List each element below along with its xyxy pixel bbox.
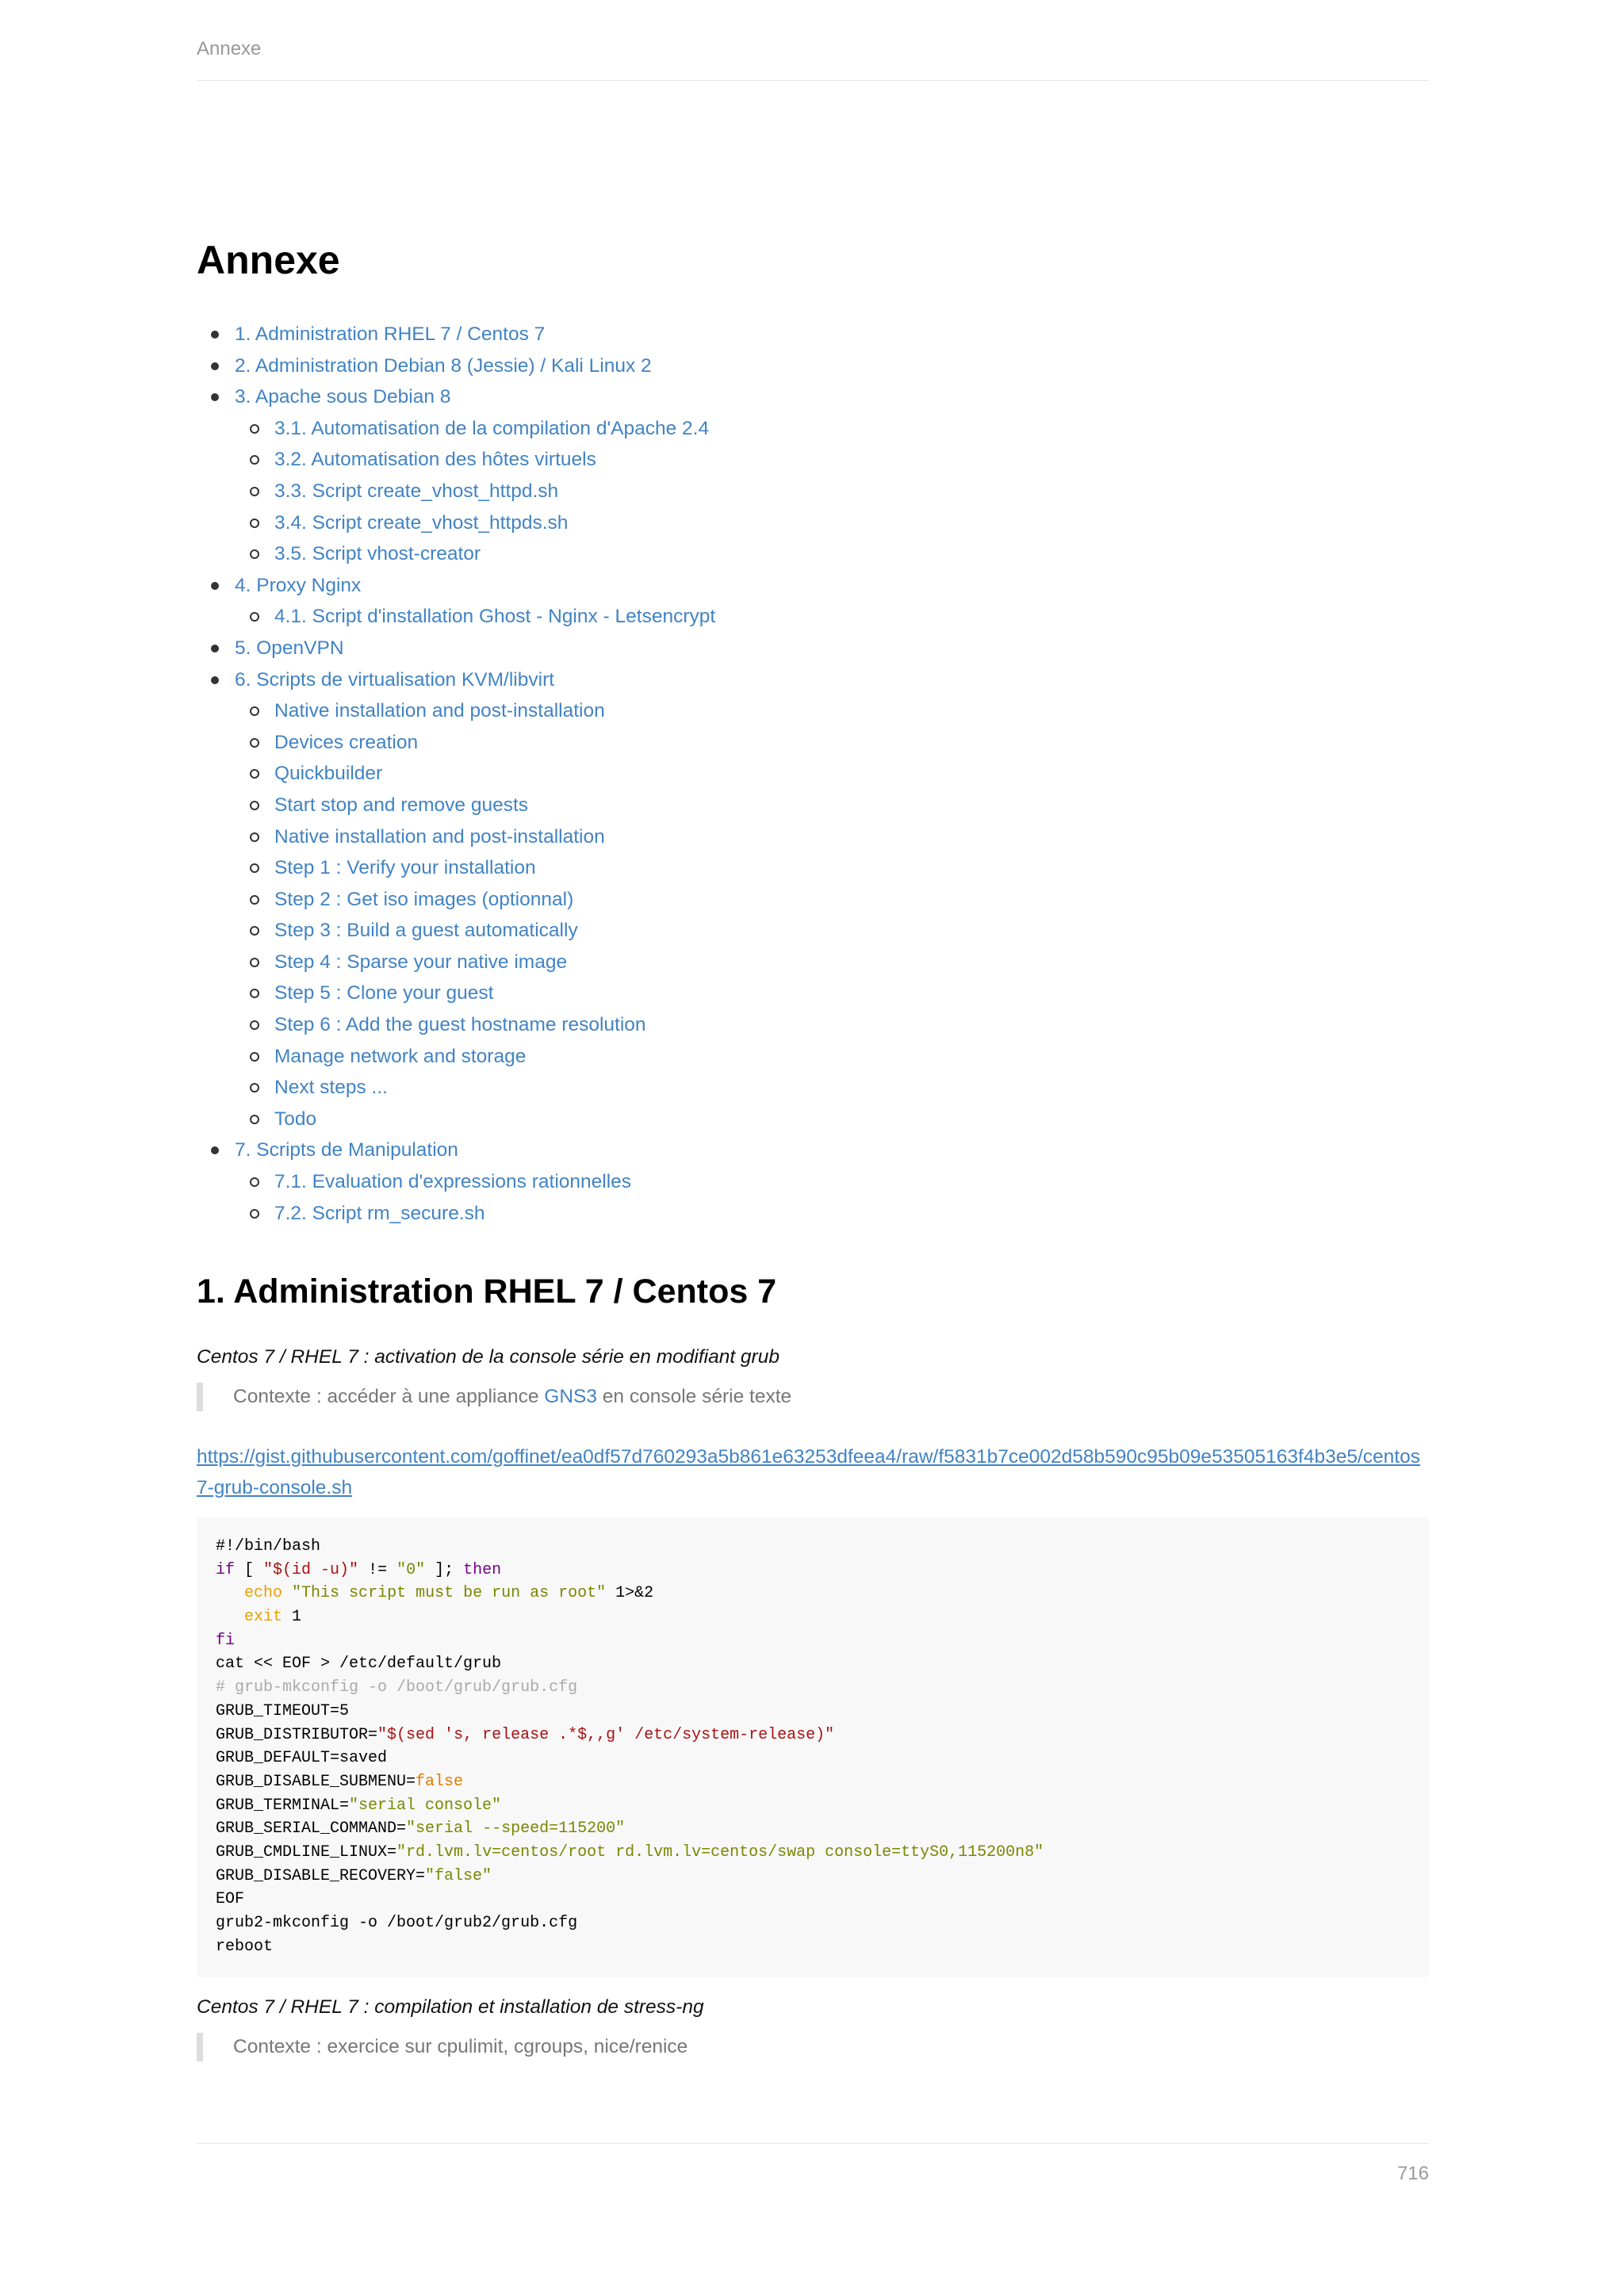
code-token: "rd.lvm.lv=centos/root rd.lvm.lv=centos/swap console=ttyS0,115200n8" [396, 1843, 1044, 1862]
code-token: then [463, 1560, 502, 1579]
code-line [216, 1770, 1410, 1794]
page-number: 716 [1396, 2163, 1429, 2184]
code-line [216, 1794, 1410, 1818]
toc-item [197, 947, 715, 978]
toc-item [197, 1104, 715, 1135]
toc-link[interactable]: 2. Administration Debian 8 (Jessie) / Kali Linux 2 [235, 354, 652, 377]
code-token: # grub-mkconfig -o /boot/grub/grub.cfg [216, 1678, 578, 1697]
code-token: false [416, 1772, 464, 1791]
toc-link[interactable]: Step 3 : Build a guest automatically [274, 920, 578, 942]
toc-link[interactable]: Start stop and remove guests [274, 794, 529, 816]
code-token: GRUB_DISABLE_RECOVERY= [216, 1866, 426, 1885]
code-line [216, 1865, 1410, 1888]
toc-item [197, 633, 715, 664]
toc-link[interactable]: Quickbuilder [274, 763, 383, 785]
code-token: GRUB_TIMEOUT=5 [216, 1701, 350, 1720]
toc-link[interactable]: 3.4. Script create_vhost_httpds.sh [274, 511, 569, 534]
toc-item [197, 538, 715, 570]
code-token [216, 1584, 244, 1602]
toc-item [197, 350, 715, 382]
code-token: reboot [216, 1937, 274, 1956]
code-token: fi [216, 1631, 236, 1650]
code-token: "0" [396, 1560, 426, 1579]
toc-link[interactable]: Step 6 : Add the guest hostname resolution [274, 1014, 646, 1036]
section-heading: 1. Administration RHEL 7 / Centos 7 [197, 1272, 777, 1311]
code-token: if [216, 1560, 236, 1579]
toc-link[interactable]: 3.5. Script vhost-creator [274, 543, 481, 565]
toc-item [197, 790, 715, 821]
footer-divider [197, 2143, 1429, 2144]
running-header: Annexe [197, 38, 262, 59]
toc-item [197, 664, 715, 696]
context-text: Contexte : exercice sur cpulimit, cgroups, nice/renice [233, 2036, 688, 2057]
code-line [216, 1629, 1410, 1653]
code-token: GRUB_DISTRIBUTOR= [216, 1725, 378, 1744]
toc-item [197, 381, 715, 413]
gist-url-link[interactable]: https://gist.githubusercontent.com/goffinet/ea0df57d760293a5b861e63253dfeea4/raw/f5831b7ce002d58b590c95b09e53505163f4b3e5/centos7-grub-console.sh [197, 1446, 1420, 1498]
toc-link[interactable]: 3. Apache sous Debian 8 [235, 386, 451, 408]
toc-link[interactable]: 4.1. Script d'installation Ghost - Nginx - Letsencrypt [274, 606, 716, 628]
toc-item [197, 978, 715, 1009]
code-line [216, 1652, 1410, 1676]
code-line [216, 1841, 1410, 1865]
code-token: "serial --speed=115200" [406, 1820, 626, 1839]
toc-item [197, 319, 715, 350]
code-token [216, 1608, 244, 1626]
code-token: "$(sed 's, release .*$,,g' /etc/system-release)" [377, 1725, 835, 1744]
toc-link[interactable]: 6. Scripts de virtualisation KVM/libvirt [235, 668, 555, 691]
toc-link[interactable]: 3.3. Script create_vhost_httpd.sh [274, 480, 559, 502]
toc-link[interactable]: 7.2. Script rm_secure.sh [274, 1202, 485, 1224]
code-token: GRUB_DEFAULT=saved [216, 1749, 388, 1768]
code-line [216, 1747, 1410, 1770]
toc-link[interactable]: 7.1. Evaluation d'expressions rationnelles [274, 1171, 632, 1193]
toc-item [197, 915, 715, 947]
code-token: 1>&2 [606, 1584, 654, 1603]
code-token: "false" [425, 1866, 492, 1885]
toc-link[interactable]: 5. OpenVPN [235, 637, 344, 659]
toc-item [197, 758, 715, 790]
code-token: GRUB_DISABLE_SUBMENU= [216, 1772, 416, 1791]
toc-item [197, 727, 715, 759]
code-token: EOF [216, 1890, 245, 1909]
code-line [216, 1888, 1410, 1911]
toc-item [197, 695, 715, 727]
code-token: grub2-mkconfig -o /boot/grub2/grub.cfg [216, 1914, 578, 1932]
toc-link[interactable]: 7. Scripts de Manipulation [235, 1139, 458, 1161]
code-token: GRUB_TERMINAL= [216, 1796, 350, 1815]
code-token: echo [244, 1584, 283, 1603]
toc-item [197, 601, 715, 633]
code-block [197, 1517, 1429, 1977]
toc-link[interactable]: Step 2 : Get iso images (optionnal) [274, 888, 574, 910]
code-token: exit [244, 1608, 283, 1627]
gns3-link[interactable]: GNS3 [544, 1386, 597, 1407]
code-line [216, 1535, 1410, 1559]
toc-link[interactable]: Next steps ... [274, 1077, 388, 1099]
code-line [216, 1724, 1410, 1747]
code-token: [ [235, 1560, 264, 1579]
toc-item [197, 507, 715, 539]
toc-item [197, 1166, 715, 1198]
code-token: "$(id -u)" [263, 1560, 359, 1579]
item-title-grub-console: Centos 7 / RHEL 7 : activation de la console série en modifiant grub [197, 1346, 779, 1368]
toc-link[interactable]: 3.1. Automatisation de la compilation d'Apache 2.4 [274, 417, 710, 439]
toc-item [197, 884, 715, 916]
toc-item [197, 1198, 715, 1230]
code-line [216, 1817, 1410, 1841]
context-text: Contexte : accéder à une appliance [233, 1386, 545, 1407]
toc-item [197, 1135, 715, 1166]
toc-link[interactable]: Devices creation [274, 731, 419, 753]
toc-item [197, 476, 715, 507]
toc-link[interactable]: Manage network and storage [274, 1045, 527, 1067]
toc-link[interactable]: 1. Administration RHEL 7 / Centos 7 [235, 323, 546, 345]
context-text-suffix: en console série texte [596, 1386, 792, 1407]
code-token: #!/bin/bash [216, 1537, 321, 1556]
code-line [216, 1935, 1410, 1959]
toc-item [197, 1009, 715, 1041]
toc-item [197, 852, 715, 884]
toc-item [197, 570, 715, 602]
code-token: GRUB_CMDLINE_LINUX= [216, 1843, 397, 1862]
toc-link[interactable]: Todo [274, 1108, 317, 1130]
toc-link[interactable]: Step 1 : Verify your installation [274, 857, 536, 879]
toc-link[interactable]: Native installation and post-installation [274, 825, 605, 848]
toc-item [197, 413, 715, 445]
code-token: ]; [425, 1560, 464, 1579]
code-token: "serial console" [349, 1796, 502, 1815]
code-line [216, 1605, 1410, 1629]
code-token [282, 1584, 292, 1602]
table-of-contents [197, 319, 715, 1229]
context-blockquote-stress-ng [197, 2033, 1429, 2061]
code-line [216, 1559, 1410, 1582]
code-line [216, 1582, 1410, 1605]
item-title-stress-ng: Centos 7 / RHEL 7 : compilation et installation de stress-ng [197, 1996, 704, 2018]
code-line [216, 1676, 1410, 1700]
toc-link[interactable]: 4. Proxy Nginx [235, 574, 362, 596]
code-token: 1 [282, 1608, 302, 1627]
code-token: GRUB_SERIAL_COMMAND= [216, 1820, 407, 1839]
toc-item [197, 1072, 715, 1104]
code-line [216, 1911, 1410, 1935]
context-blockquote [197, 1383, 1429, 1411]
code-line [216, 1700, 1410, 1724]
document-title: Annexe [197, 238, 340, 282]
code-token: "This script must be run as root" [292, 1584, 607, 1603]
code-token: != [358, 1560, 397, 1579]
toc-link[interactable]: Step 5 : Clone your guest [274, 982, 494, 1004]
toc-link[interactable]: Native installation and post-installation [274, 700, 605, 722]
toc-link[interactable]: Step 4 : Sparse your native image [274, 951, 568, 973]
header-divider [197, 80, 1429, 81]
toc-item [197, 1041, 715, 1073]
toc-item [197, 821, 715, 853]
code-token: cat << EOF > /etc/default/grub [216, 1655, 502, 1674]
toc-link[interactable]: 3.2. Automatisation des hôtes virtuels [274, 449, 596, 471]
toc-item [197, 444, 715, 476]
